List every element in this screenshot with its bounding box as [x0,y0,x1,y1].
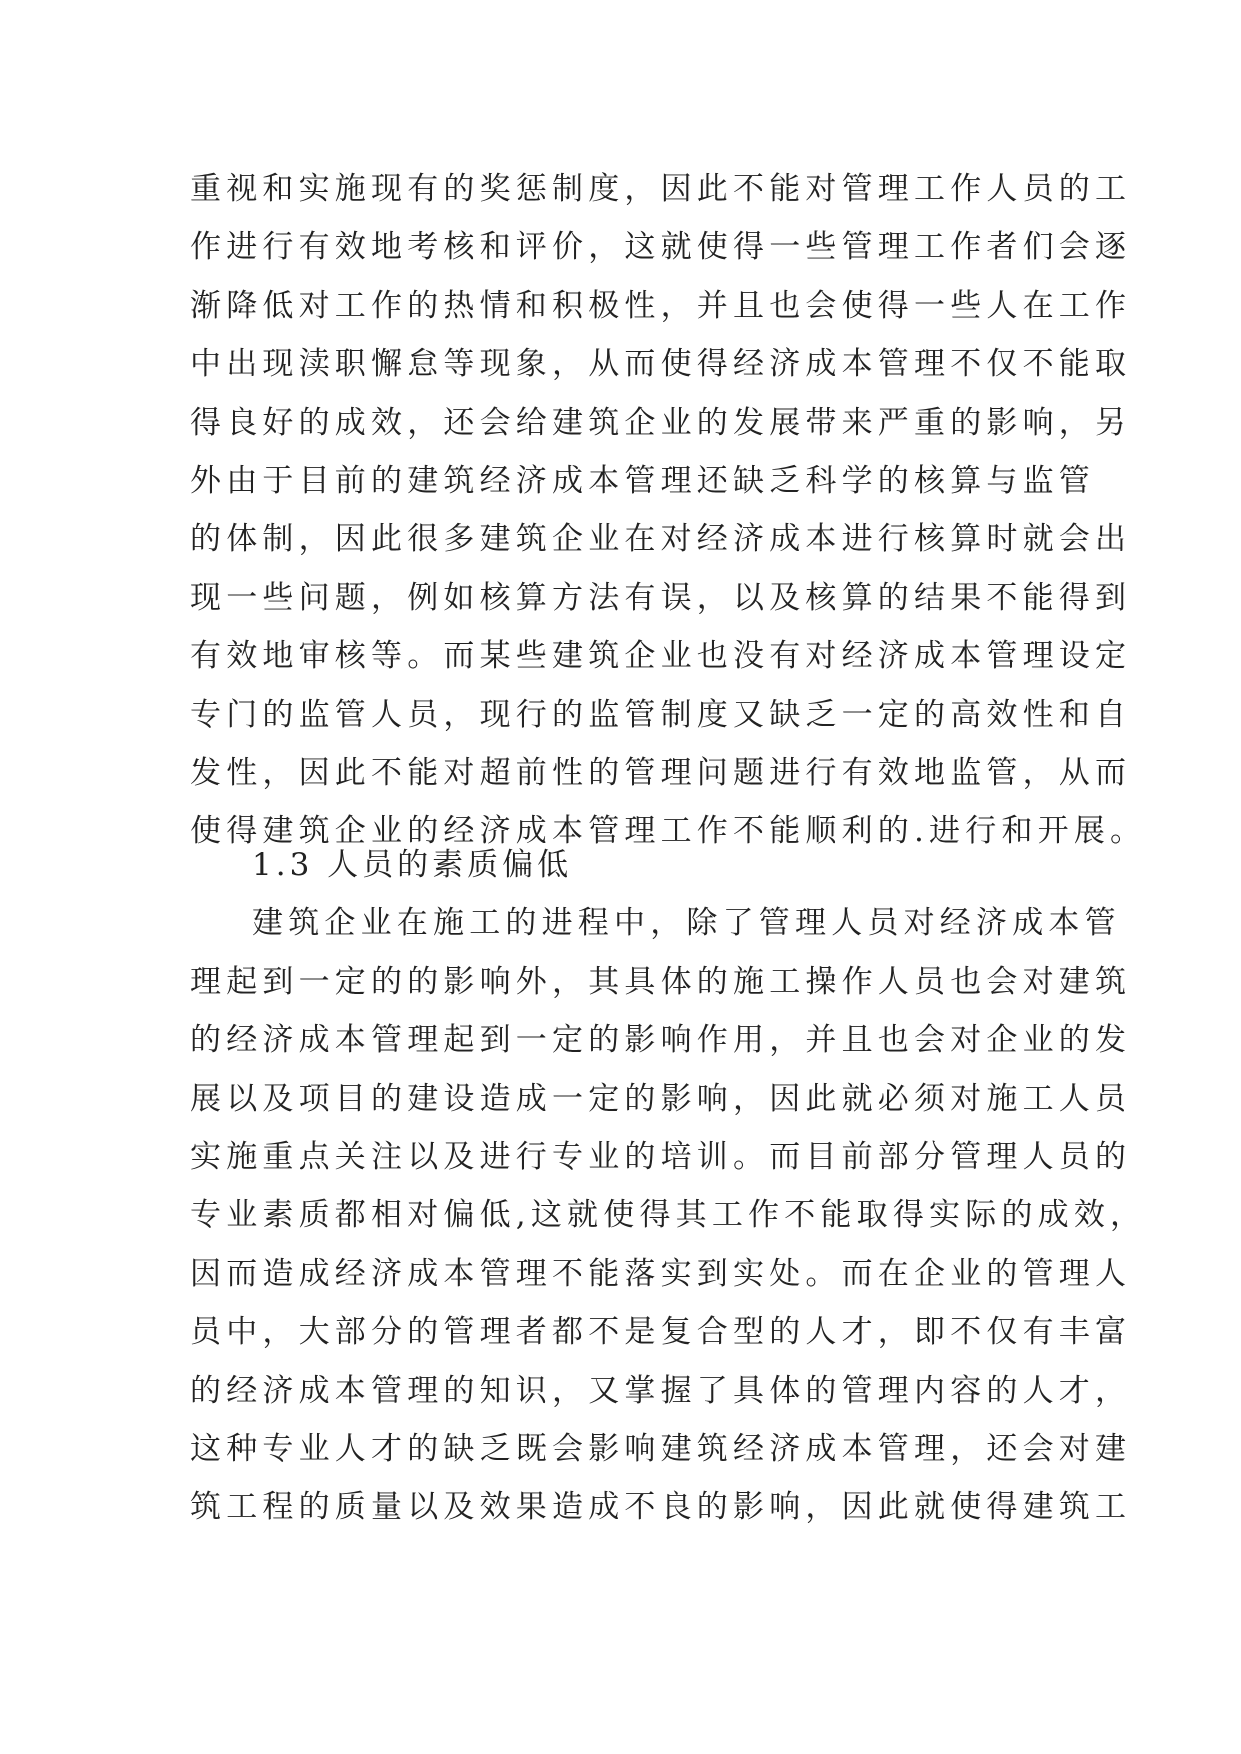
section-1-3 [190,836,1147,1537]
text-line: 专门的监管人员，现行的监管制度又缺乏一定的高效性和自 [190,696,1132,733]
text-line: 的经济成本管理的知识，又掌握了具体的管理内容的人才， [190,1372,1132,1409]
text-line: 使得建筑企业的经济成本管理工作不能顺利的.进行和开展。 [190,813,1147,850]
text-line: 渐降低对工作的热情和积极性，并且也会使得一些人在工作 [190,287,1132,324]
text-line: 的体制，因此很多建筑企业在对经济成本进行核算时就会出 [190,521,1132,558]
text-line: 作进行有效地考核和评价，这就使得一些管理工作者们会逐 [190,229,1132,266]
paragraph-continued [190,160,1147,861]
text-line: 重视和实施现有的奖惩制度，因此不能对管理工作人员的工 [190,171,1132,207]
text-line: 员中，大部分的管理者都不是复合型的人才，即不仅有丰富 [190,1314,1132,1351]
text-line: 外由于目前的建筑经济成本管理还缺乏科学的核算与监管 [190,462,1095,499]
text-line: 得良好的成效，还会给建筑企业的发展带来严重的影响，另 [190,404,1132,441]
text-line: 展以及项目的建设造成一定的影响，因此就必须对施工人员 [190,1080,1132,1117]
text-line: 实施重点关注以及进行专业的培训。而目前部分管理人员的 [190,1138,1132,1175]
text-line: 中出现渎职懈怠等现象，从而使得经济成本管理不仅不能取 [190,346,1132,383]
text-line: 现一些问题，例如核算方法有误，以及核算的结果不能得到 [190,579,1132,616]
text-line: 因而造成经济成本管理不能落实到实处。而在企业的管理人 [190,1255,1132,1292]
text-line: 理起到一定的的影响外，其具体的施工操作人员也会对建筑 [190,963,1132,1000]
text-line: 专业素质都相对偏低,这就使得其工作不能取得实际的成效， [190,1197,1147,1234]
text-line: 的经济成本管理起到一定的影响作用，并且也会对企业的发 [190,1022,1132,1059]
text-line: 筑工程的质量以及效果造成不良的影响，因此就使得建筑工 [190,1489,1132,1526]
text-line: 这种专业人才的缺乏既会影响建筑经济成本管理，还会对建 [190,1430,1132,1467]
text-line: 建筑企业在施工的进程中，除了管理人员对经济成本管 [252,905,1121,942]
text-line: 发性，因此不能对超前性的管理问题进行有效地监管，从而 [190,754,1132,791]
section-heading: 1.3 人员的素质偏低 [252,847,573,883]
text-line: 有效地审核等。而某些建筑企业也没有对经济成本管理设定 [190,638,1132,675]
